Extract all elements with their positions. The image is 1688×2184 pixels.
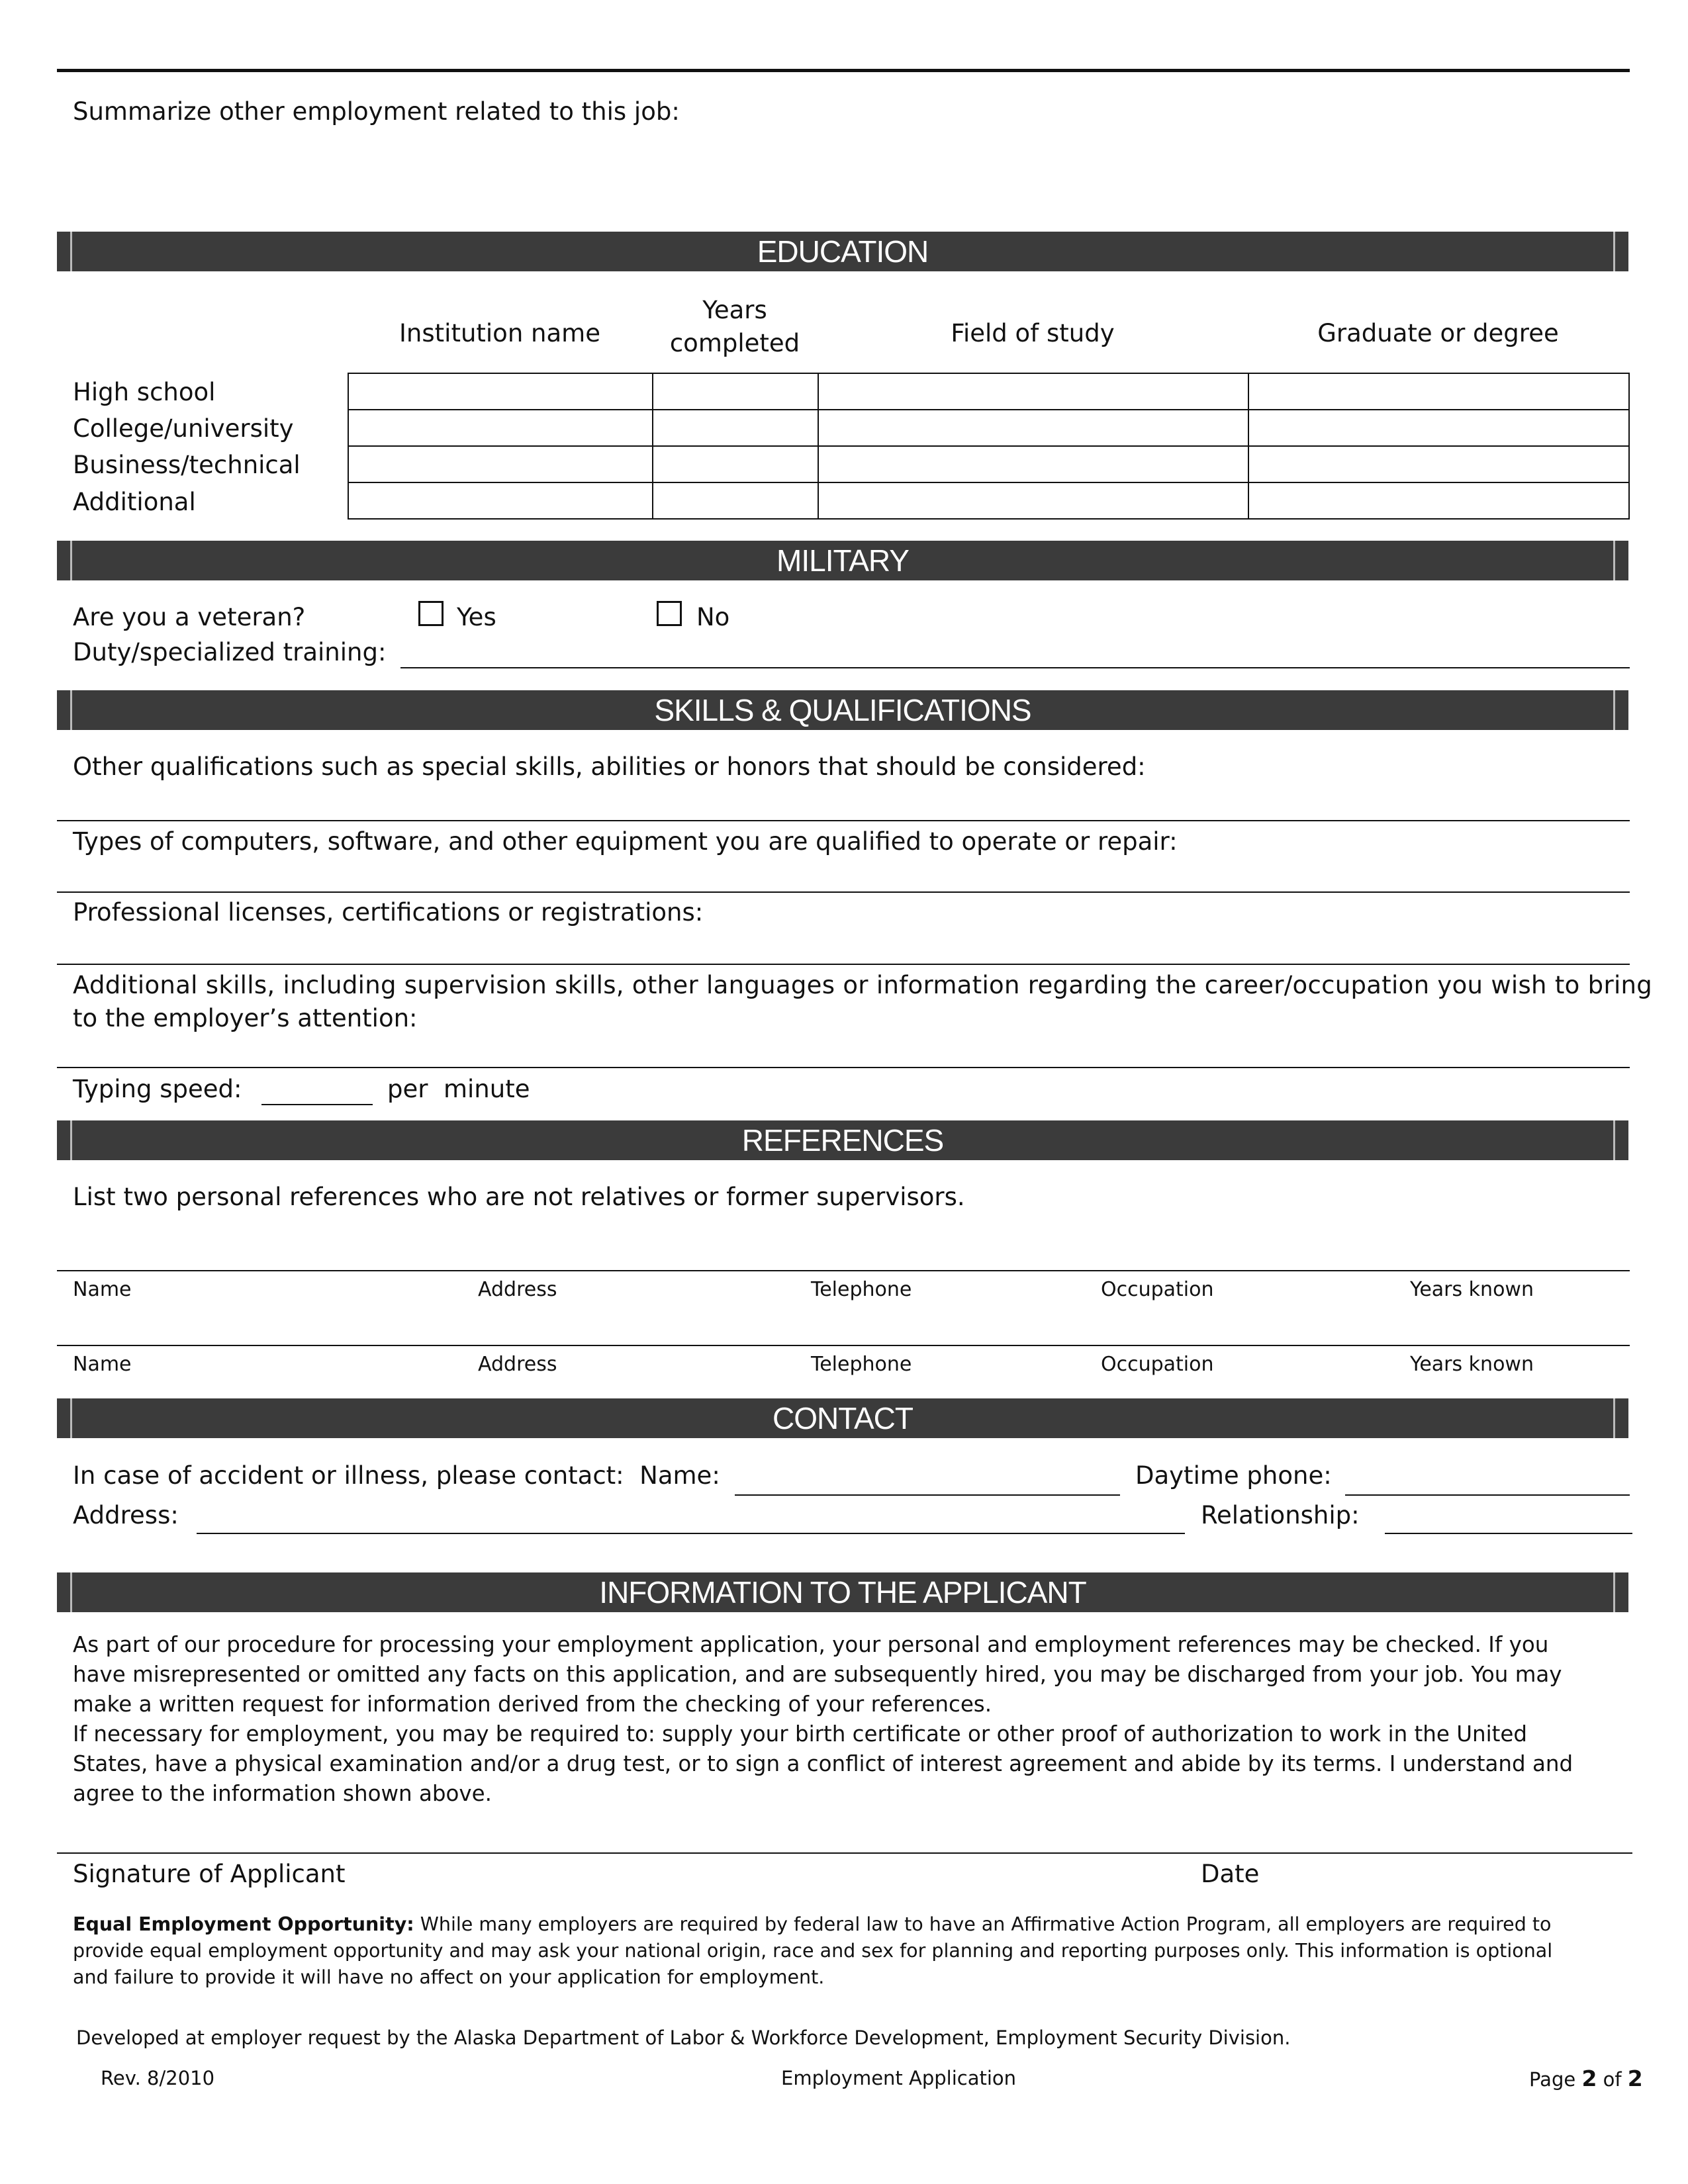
skills-q4-line2: to the employer’s attention: xyxy=(73,1004,418,1032)
contact-address-field[interactable] xyxy=(197,1533,1185,1534)
education-cell[interactable] xyxy=(818,409,1249,447)
info-line: As part of our procedure for processing your employment application, your personal and employment references may be checked. If you xyxy=(73,1632,1549,1657)
field-header: Field of study xyxy=(951,319,1115,347)
education-cell[interactable] xyxy=(652,409,819,447)
ref2-name-label: Name xyxy=(73,1353,132,1376)
ref1-name-label: Name xyxy=(73,1278,132,1301)
education-cell[interactable] xyxy=(818,445,1249,483)
row-label-additional: Additional xyxy=(73,488,196,516)
ref2-telephone-label: Telephone xyxy=(811,1353,912,1376)
education-cell[interactable] xyxy=(818,482,1249,520)
education-cell[interactable] xyxy=(1248,373,1630,410)
skills-q2-label: Types of computers, software, and other equipment you are qualified to operate or repair: xyxy=(73,827,1178,856)
ref1-years-known-label: Years known xyxy=(1410,1278,1534,1301)
duty-training-label: Duty/specialized training: xyxy=(73,638,387,666)
education-cell[interactable] xyxy=(348,445,653,483)
contact-name-field[interactable] xyxy=(735,1494,1120,1496)
institution-header: Institution name xyxy=(399,319,600,347)
row-label-business: Business/technical xyxy=(73,451,301,479)
skills-q2-field[interactable] xyxy=(57,891,1630,893)
contact-title: CONTACT xyxy=(773,1401,913,1435)
info-line: States, have a physical examination and/or a drug test, or to sign a conflict of interest agreement and abide by its terms. I understand and xyxy=(73,1751,1573,1776)
education-cell[interactable] xyxy=(652,373,819,410)
page-of: of xyxy=(1597,2068,1628,2091)
relationship-label: Relationship: xyxy=(1201,1501,1360,1529)
veteran-yes-checkbox[interactable] xyxy=(418,601,444,626)
veteran-no-checkbox[interactable] xyxy=(657,601,682,626)
info-line: make a written request for information derived from the checking of your references. xyxy=(73,1692,992,1717)
education-title: EDUCATION xyxy=(757,234,929,269)
info-line: If necessary for employment, you may be required to: supply your birth certificate or other proof of authorization to work in the United xyxy=(73,1721,1527,1747)
ref1-telephone-label: Telephone xyxy=(811,1278,912,1301)
typing-speed-field[interactable] xyxy=(261,1104,373,1105)
signature-line[interactable] xyxy=(57,1852,1632,1854)
info-paragraph xyxy=(73,1630,1609,1809)
daytime-phone-field[interactable] xyxy=(1345,1494,1630,1496)
veteran-yes-label: Yes xyxy=(457,603,496,631)
developed-by-note: Developed at employer request by the Alaska Department of Labor & Workforce Development, Employment Security Division. xyxy=(76,2026,1291,2049)
military-title: MILITARY xyxy=(776,543,909,578)
page-current: 2 xyxy=(1581,2066,1597,2091)
ref2-years-known-label: Years known xyxy=(1410,1353,1534,1376)
military-banner xyxy=(57,541,1628,580)
education-cell[interactable] xyxy=(652,482,819,520)
skills-q1-field[interactable] xyxy=(57,820,1630,821)
typing-speed-unit: per minute xyxy=(387,1075,530,1103)
education-cell[interactable] xyxy=(348,409,653,447)
info-title: INFORMATION TO THE APPLICANT xyxy=(599,1575,1086,1610)
info-banner xyxy=(57,1572,1628,1612)
reference-1-line[interactable] xyxy=(57,1270,1630,1271)
ref2-occupation-label: Occupation xyxy=(1101,1353,1214,1376)
skills-q1-label: Other qualifications such as special skills, abilities or honors that should be considered: xyxy=(73,752,1146,781)
education-cell[interactable] xyxy=(348,482,653,520)
row-label-high-school: High school xyxy=(73,378,216,406)
accident-contact-label: In case of accident or illness, please contact: Name: xyxy=(73,1461,720,1490)
skills-title: SKILLS & QUALIFICATIONS xyxy=(654,693,1031,727)
eeo-text: and failure to provide it will have no affect on your application for employment. xyxy=(73,1966,825,1988)
skills-q4-line1: Additional skills, including supervision skills, other languages or information regarding the career/occupation you wish to bring xyxy=(73,971,1653,999)
years-header-line2: completed xyxy=(669,329,800,357)
eeo-text: While many employers are required by federal law to have an Affirmative Action Program, all employers are required to xyxy=(414,1913,1552,1935)
info-line: agree to the information shown above. xyxy=(73,1781,492,1806)
veteran-no-label: No xyxy=(696,603,730,631)
top-rule xyxy=(57,69,1630,72)
signature-label: Signature of Applicant xyxy=(73,1860,346,1888)
skills-banner xyxy=(57,690,1628,730)
eeo-heading: Equal Employment Opportunity: xyxy=(73,1913,414,1935)
duty-training-field[interactable] xyxy=(400,667,1630,668)
date-label: Date xyxy=(1201,1860,1260,1888)
degree-header: Graduate or degree xyxy=(1317,319,1559,347)
page-prefix: Page xyxy=(1529,2068,1582,2091)
employment-summary-label: Summarize other employment related to this job: xyxy=(73,97,680,126)
relationship-field[interactable] xyxy=(1385,1533,1632,1534)
contact-address-label: Address: xyxy=(73,1501,179,1529)
ref1-occupation-label: Occupation xyxy=(1101,1278,1214,1301)
page-total: 2 xyxy=(1627,2066,1643,2091)
education-cell[interactable] xyxy=(818,373,1249,410)
skills-q3-field[interactable] xyxy=(57,964,1630,965)
ref1-address-label: Address xyxy=(478,1278,557,1301)
education-cell[interactable] xyxy=(1248,482,1630,520)
education-banner xyxy=(57,232,1628,271)
skills-q3-label: Professional licenses, certifications or registrations: xyxy=(73,898,704,927)
reference-2-line[interactable] xyxy=(57,1345,1630,1346)
references-title: REFERENCES xyxy=(741,1123,944,1158)
eeo-text: provide equal employment opportunity and may ask your national origin, race and sex for planning and reporting purposes only. This information is optional xyxy=(73,1940,1553,1962)
typing-speed-label: Typing speed: xyxy=(73,1075,242,1103)
info-line: have misrepresented or omitted any facts on this application, and are subsequently hired, you may be discharged from your job. You may xyxy=(73,1662,1562,1687)
veteran-label: Are you a veteran? xyxy=(73,603,306,631)
years-header-line1: Years xyxy=(702,296,767,324)
row-label-college: College/university xyxy=(73,414,294,443)
ref2-address-label: Address xyxy=(478,1353,557,1376)
eeo-notice xyxy=(73,1911,1622,1991)
page-number xyxy=(1529,2068,1643,2089)
references-instruction: List two personal references who are not relatives or former supervisors. xyxy=(73,1183,965,1211)
education-cell[interactable] xyxy=(1248,445,1630,483)
references-banner xyxy=(57,1120,1628,1160)
revision-date: Rev. 8/2010 xyxy=(101,2067,215,2089)
daytime-phone-label: Daytime phone: xyxy=(1135,1461,1332,1490)
form-name: Employment Application xyxy=(781,2067,1017,2089)
education-cell[interactable] xyxy=(348,373,653,410)
employment-summary-field[interactable] xyxy=(73,132,1622,218)
education-cell[interactable] xyxy=(652,445,819,483)
contact-banner xyxy=(57,1398,1628,1438)
skills-q4-field[interactable] xyxy=(57,1067,1630,1068)
education-cell[interactable] xyxy=(1248,409,1630,447)
